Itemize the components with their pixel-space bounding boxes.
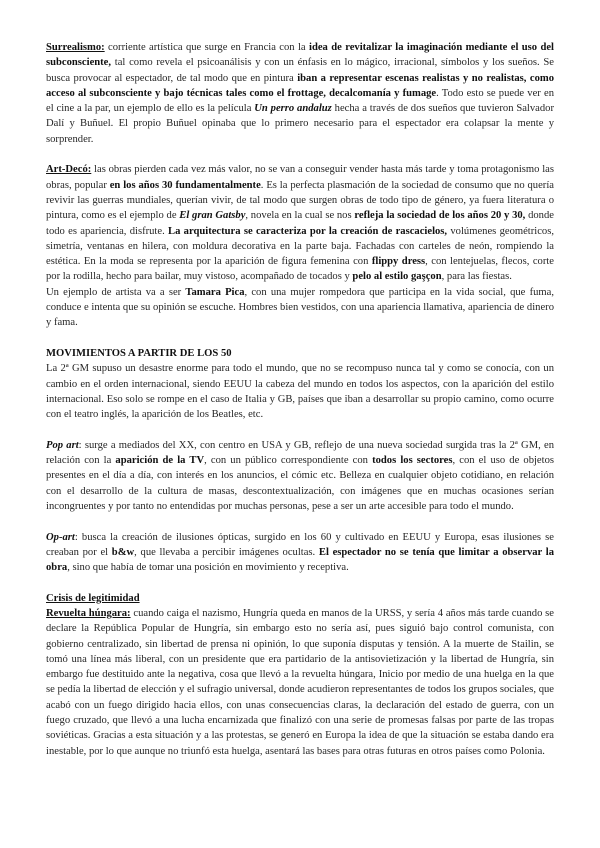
opart-term: Op-art — [46, 531, 75, 543]
artist-name: Tamara Pica — [185, 286, 245, 298]
revuelta-term: Revuelta húngara: — [46, 607, 131, 619]
popart-paragraph: Pop art: surge a mediados del XX, con centro en USA y GB, reflejo de una nueva sociedad surgida tras la 2ª GM, en relación con la aparición de la TV, con un público correspondiente con todos los sectores, con el uso de objetos presentes en el día a día, con interés en los anuncios, el cómic etc. Belleza en cualquier objeto cotidiano, en relación con el desarrollo de la cultura de masas, descontextualización, con imágenes que en muchas ocasiones serían incongruentes y por tanto no entendidas por muchas personas, pese a ser un arte accesible para todo el mundo. — [46, 439, 555, 512]
movimientos-paragraph: La 2ª GM supuso un desastre enorme para todo el mundo, que no se recompuso nunca tal y como se conocía, con un cambio en el orden internacional, siendo EEUU la cabeza del mundo en todos los aspectos, con la aparición del estilo internacional. Eso solo se rompe en el caso de Italia y GB, países que iban a desarrollar su propio camino, como ocurre con el teatro inglés, la aparición de los Beatles, etc. — [46, 363, 554, 421]
film-title: Un perro andaluz — [254, 103, 332, 115]
crisis-heading: Crisis de legitimidad — [46, 592, 140, 604]
artdeco-term: Art-Decó: — [46, 164, 92, 176]
popart-term: Pop art — [46, 439, 79, 451]
artdeco-paragraph: Art-Decó: las obras pierden cada vez más valor, no se van a conseguir vender hasta más tarde y toma protagonismo las obras, popular en los años 30 fundamentalmente. Es la perfecta plasmación de la sociedad de consumo que no quería revivir las guerras mundiales, querían vivir, de tal modo que surgen obras de todo tipo de género, ya fuera literatura o pintura, como es el ejemplo de El gran Gatsby, novela en la cual se nos refleja la sociedad de los años 20 y 30, donde todo es apariencia, disfrute. La arquitectura se caracteriza por la creación de rascacielos, volúmenes geométricos, simetría, ventanas en hilera, con moldura decorativa en la parte baja. Fachadas con carteles de neón, rompiendo la estética. En la moda se representa por la aparición de figura femenina con flippy dress, con lentejuelas, flecos, corte por la rodilla, hecho para bailar, muy vistoso, acompañado de tocados y pelo al estilo gaşçon, para las fiestas. — [46, 164, 554, 283]
movimientos-heading: MOVIMIENTOS A PARTIR DE LOS 50 — [46, 347, 232, 359]
surrealismo-paragraph: Surrealismo: corriente artística que surge en Francia con la idea de revitalizar la imaginación mediante el uso del subconsciente, tal como revela el psicoanálisis y con un énfasis en lo mágico, irracional, símbolos y los sueños. Se busca provocar al espectador, de tal modo que en pintura iban a representar escenas realistas y no realistas, como acceso al subconsciente y bajo técnicas tales como el frottage, decalcomanía y fumage. Todo esto se puede ver en el cine a la par, un ejemplo de ello es la película Un perro andaluz hecha a través de dos sueños que tuvieron Salvador Dalí y Buñuel. El propio Buñuel opinaba que lo primero necesario para el espectador era colapsar la mente y sorprender. — [46, 42, 554, 145]
surrealismo-term: Surrealismo: — [46, 42, 105, 53]
opart-paragraph: Op-art: busca la creación de ilusiones ópticas, surgido en los 60 y cultivado en EEUU y Europa, esas ilusiones se creaban por el b&w, que llevaba a percibir imágenes ocultas. El espectador no se tenía que limitar a observar la obra, sino que había de tomar una posición en movimiento y receptiva. — [46, 531, 554, 574]
book-title: El gran Gatsby — [179, 210, 246, 222]
crisis-paragraph: Revuelta húngara: cuando caiga el nazismo, Hungría queda en manos de la URSS, y sería 4 años más tarde cuando se declare la República Popular de Hungría, sin embargo esto no sería así, pues siguió bajo control comunista, con gobierno centralizado, sin libertad de prensa ni opinión, lo que suponía disputas y tensión. A la muerte de Stailin, se tomó una línea más liberal, con un presidente que era partidario de la antisovietización y la libertad de Hungría, sin embargo fue destituido ante la negativa, cosa que llevó a la revuelta húngara, Inicio por medio de una huelga en la que se pedía la libertad de elección y el sufragio universal, donde acudieron representantes de todos los grupos sociales, que acabó con un fuego dirigido hacia ellos, con unas consecuencias claras, la declaración del estado de guerra, con un fuego cruzado, que llevó a una lucha encarnizada que finalizó con una serie de promesas falsas por parte de las tropas soviéticas. Gracias a esta situación y a las protestas, se generó en Europa la idea de que la situación se estaba dando era inestable, por lo que aunque no triunfó esta huelga, asentará las bases para otras futuras en otros países como Polonia. — [46, 607, 554, 757]
artdeco-artist-paragraph: Un ejemplo de artista va a ser Tamara Pica, con una mujer rompedora que participa en la vida social, que fuma, conduce e intenta que su opinión se escuche. Hombres bien vestidos, con una apariencia llamativa, apariencia de dinero y fama. — [46, 286, 554, 329]
